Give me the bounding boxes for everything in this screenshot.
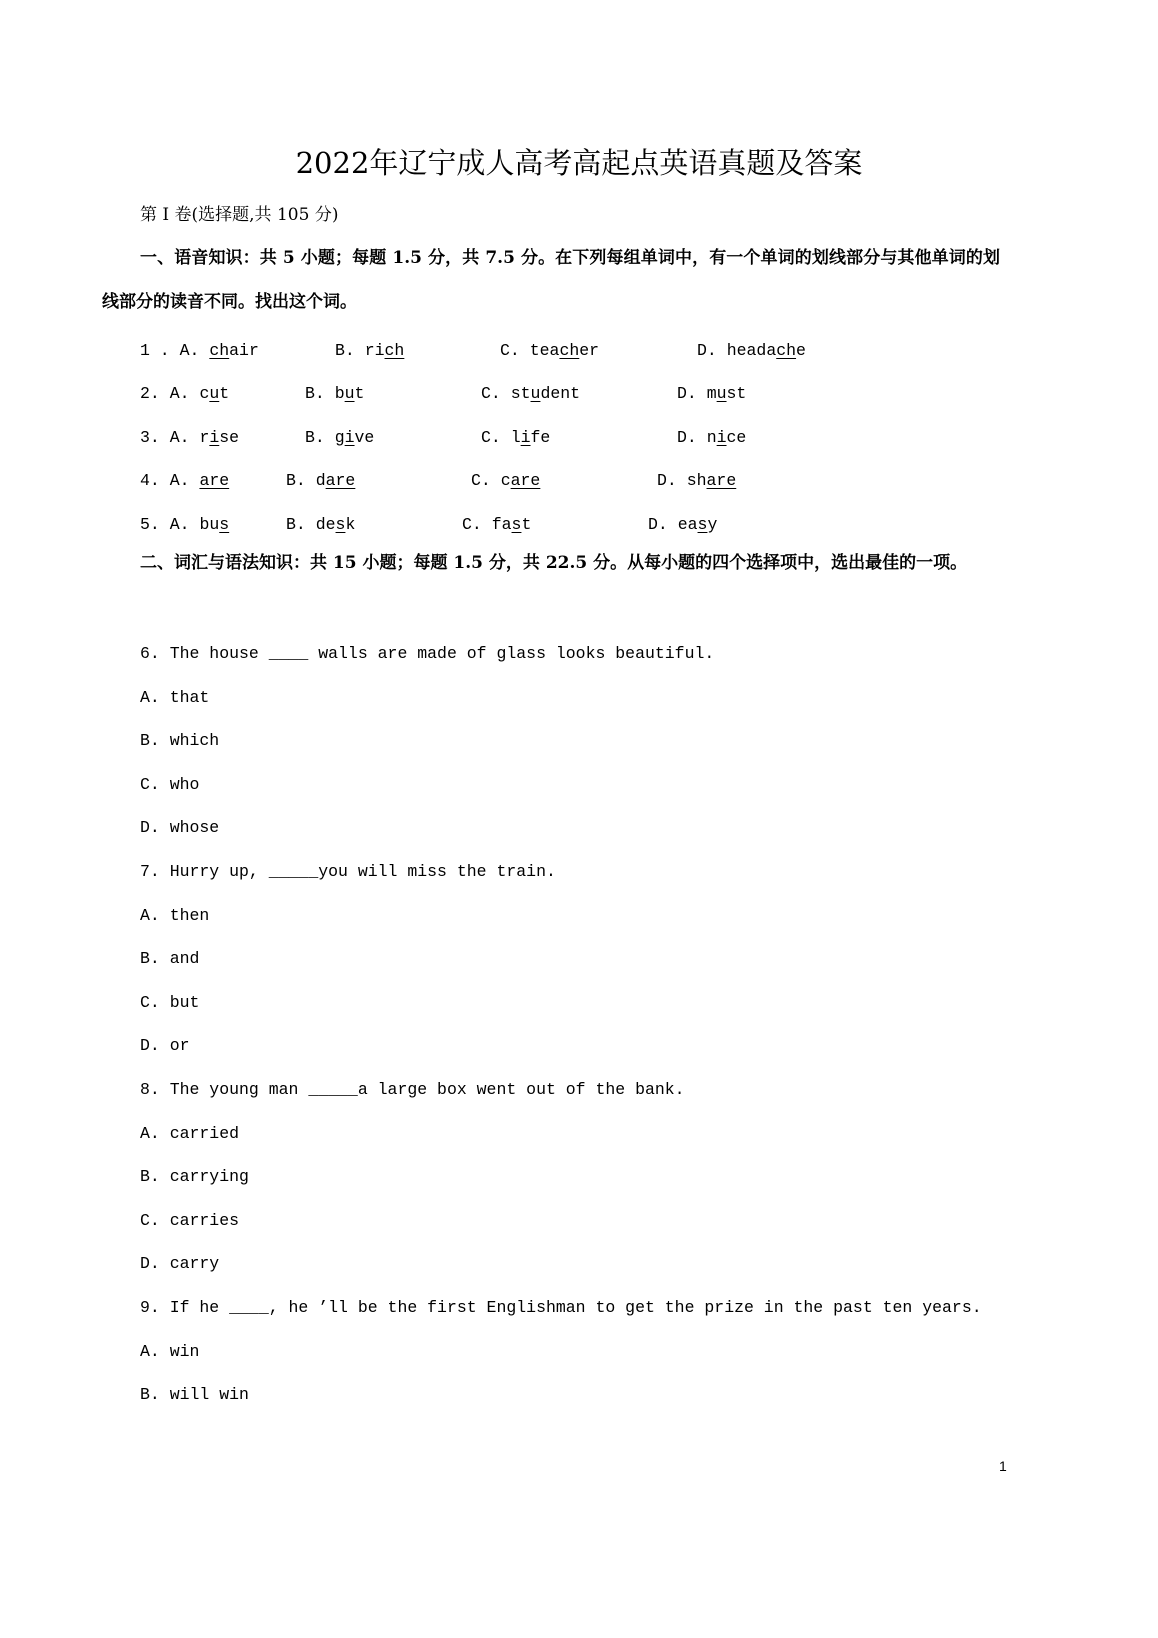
option-word: share — [686, 470, 737, 490]
option-label: C. — [481, 427, 501, 447]
option-word: rich — [364, 340, 405, 360]
option-c — [481, 416, 550, 459]
answer-option: A. win — [140, 1341, 200, 1361]
option-label: D. — [648, 514, 668, 534]
underlined-part: ch — [559, 340, 580, 360]
option-label: B. — [286, 470, 306, 490]
underlined-part: s — [335, 514, 346, 534]
underlined-part: are — [325, 470, 356, 490]
option-word: must — [706, 383, 747, 403]
underlined-part: s — [219, 514, 230, 534]
underlined-part: are — [199, 470, 230, 490]
option-d — [677, 372, 746, 415]
underlined-part: are — [706, 470, 737, 490]
answer-option: C. carries — [140, 1210, 240, 1230]
option-word — [199, 471, 229, 490]
option-b — [305, 372, 364, 415]
option-a — [140, 503, 229, 546]
answer-option: C. but — [140, 992, 200, 1012]
option-word: life — [510, 427, 551, 447]
underlined-part: u — [209, 383, 220, 403]
phonetics-question — [140, 459, 1020, 502]
section-heading-vocabulary-grammar: 二、词汇与语法知识：共 15 小题；每题 1.5 分，共 22.5 分。从每小题的四个选择项中，选出最佳的一项。 — [140, 553, 968, 573]
phonetics-question — [140, 503, 1020, 546]
underlined-part: u — [716, 383, 727, 403]
underlined-part: u — [530, 383, 541, 403]
underlined-part: ch — [209, 340, 230, 360]
option-label: D. — [697, 340, 717, 360]
underlined-part: s — [697, 514, 708, 534]
option-word: rise — [199, 427, 240, 447]
option-label: D. — [657, 470, 677, 490]
underlined-part: ch — [384, 340, 405, 360]
question-number: 1 . — [140, 340, 170, 360]
option-word: headache — [726, 340, 806, 360]
page-number: 1 — [999, 1458, 1007, 1474]
option-d — [697, 329, 806, 372]
option-label: B. — [305, 427, 325, 447]
option-word: nice — [706, 427, 747, 447]
answer-option: C. who — [140, 774, 200, 794]
question-number: 3. — [140, 427, 160, 447]
question-list — [140, 632, 1040, 1417]
option-word: care — [500, 470, 541, 490]
option-d — [677, 416, 746, 459]
question-number: 2. — [140, 383, 160, 403]
option-a — [140, 459, 229, 502]
option-label: A. — [169, 383, 190, 403]
underlined-part: are — [510, 470, 541, 490]
option-label: A. — [169, 470, 190, 490]
option-label: C. — [500, 340, 520, 360]
option-c — [471, 459, 540, 502]
answer-option: D. or — [140, 1036, 190, 1056]
option-b — [305, 416, 374, 459]
option-word: desk — [315, 514, 356, 534]
option-label: D. — [677, 427, 697, 447]
document-title: 2022年辽宁成人高考高起点英语真题及答案 — [295, 146, 863, 180]
underlined-part: u — [344, 383, 355, 403]
option-word: bus — [199, 514, 230, 534]
question-number: 4. — [140, 470, 160, 490]
option-label: C. — [471, 470, 491, 490]
option-word: dare — [315, 470, 356, 490]
volume-heading: 第 I 卷(选择题,共 105 分) — [140, 205, 339, 225]
answer-option: D. whose — [140, 818, 220, 838]
option-word: easy — [677, 514, 718, 534]
question-stem: 7. Hurry up, _____you will miss the train. — [140, 861, 556, 881]
underlined-part: s — [511, 514, 522, 534]
question-number: 5. — [140, 514, 160, 534]
option-word: chair — [209, 340, 259, 360]
option-label: D. — [677, 383, 697, 403]
option-word: give — [334, 427, 375, 447]
option-c — [481, 372, 580, 415]
option-a — [140, 329, 259, 372]
option-word: fast — [491, 514, 532, 534]
option-a — [140, 372, 229, 415]
option-a — [140, 416, 239, 459]
underlined-part: i — [716, 427, 727, 447]
option-word: cut — [199, 383, 230, 403]
option-label: A. — [169, 514, 190, 534]
underlined-part: ch — [776, 340, 797, 360]
answer-option: B. and — [140, 949, 200, 969]
section-heading-phonetics: 一、语音知识：共 5 小题；每题 1.5 分，共 7.5 分。在下列每组单词中，有一个单词的划线部分与其他单词的划线部分的读音不同。找出这个词。 — [102, 248, 1000, 312]
answer-option: A. then — [140, 905, 210, 925]
option-c — [500, 329, 599, 372]
option-label: B. — [305, 383, 325, 403]
phonetics-question — [140, 372, 1020, 415]
option-label: B. — [335, 340, 355, 360]
option-label: A. — [169, 427, 190, 447]
option-d — [657, 459, 736, 502]
answer-option: A. that — [140, 687, 210, 707]
option-label: A. — [179, 340, 200, 360]
option-word: student — [510, 383, 581, 403]
answer-option: D. carry — [140, 1254, 220, 1274]
option-c — [462, 503, 531, 546]
option-label: C. — [462, 514, 482, 534]
question-stem: 6. The house ____ walls are made of glass looks beautiful. — [140, 644, 715, 663]
answer-option: B. which — [140, 731, 220, 751]
option-label: C. — [481, 383, 501, 403]
option-word: but — [334, 383, 365, 403]
phonetics-question — [140, 329, 1020, 372]
option-word: teacher — [529, 340, 600, 360]
question-stem: 8. The young man _____a large box went out of the bank. — [140, 1079, 685, 1099]
answer-option: B. will win — [140, 1385, 249, 1405]
underlined-part: i — [209, 427, 220, 447]
underlined-part: i — [520, 427, 531, 447]
underlined-part: i — [344, 427, 355, 447]
question-stem: 9. If he ____, he ’ll be the first Englishman to get the prize in the past ten years. — [140, 1297, 982, 1317]
option-b — [335, 329, 404, 372]
phonetics-question — [140, 416, 1020, 459]
answer-option: B. carrying — [140, 1167, 249, 1187]
option-b — [286, 503, 355, 546]
answer-option: A. carried — [140, 1123, 240, 1143]
option-b — [286, 459, 355, 502]
option-d — [648, 503, 717, 546]
option-label: B. — [286, 514, 306, 534]
